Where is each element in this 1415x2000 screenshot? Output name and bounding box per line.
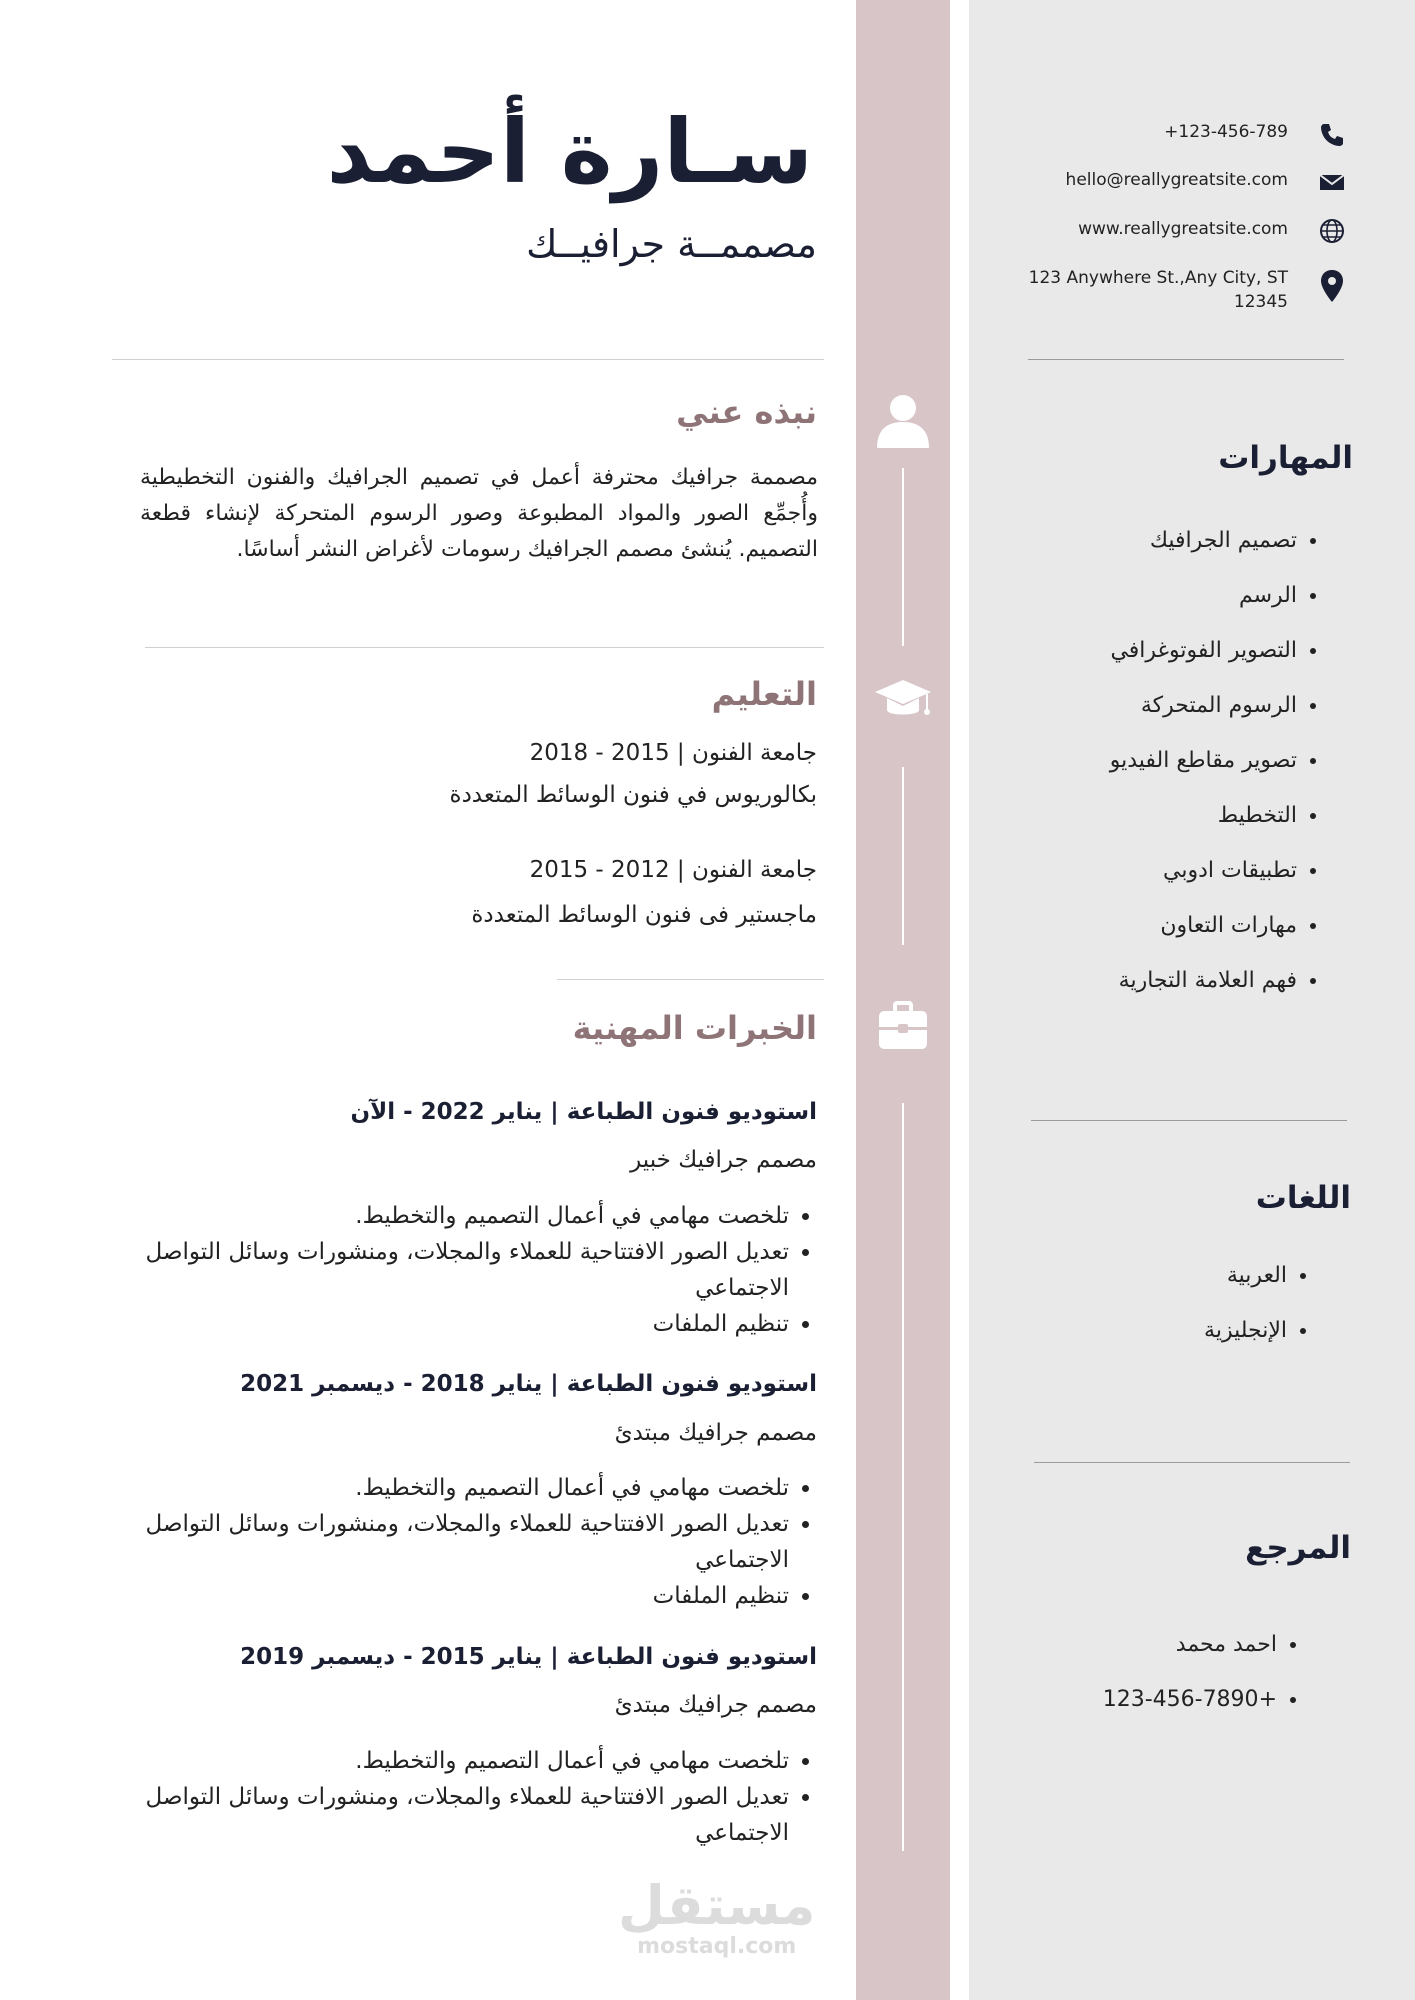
divider [1031, 1120, 1347, 1121]
list-item: • تصوير مقاطع الفيديو [1110, 733, 1297, 788]
about-title: نبذه عني [676, 393, 817, 431]
list-item: • تنظيم الملفات [139, 1578, 789, 1614]
contact-email: hello@reallygreatsite.com [1065, 170, 1288, 190]
skills-title: المهارات [1218, 440, 1353, 476]
list-item: • تعديل الصور الافتتاحية للعملاء والمجلات، ومنشورات وسائل التواصل الاجتماعي [139, 1506, 789, 1578]
list-item: • التصوير الفوتوغرافي [1110, 623, 1297, 678]
contact-phone: +123-456-789 [1164, 122, 1288, 142]
experience-role: مصمم جرافيك مبتدئ [614, 1692, 817, 1718]
divider [557, 979, 824, 980]
divider [1034, 1462, 1350, 1463]
languages-list [1204, 1248, 1317, 1358]
phone-icon [1318, 121, 1346, 149]
list-item: • الإنجليزية [1204, 1303, 1287, 1358]
education-school: جامعة الفنون | 2015 - 2018 [529, 740, 817, 766]
list-item: • تصميم الجرافيك [1110, 513, 1297, 568]
job-title: مصممــة جرافيــك [526, 222, 817, 266]
divider [112, 359, 824, 360]
timeline-line [902, 468, 904, 646]
contact-address [1029, 266, 1288, 314]
list-item: • احمد محمد [1103, 1617, 1277, 1672]
list-item: • تعديل الصور الافتتاحية للعملاء والمجلات، ومنشورات وسائل التواصل الاجتماعي [139, 1234, 789, 1306]
experience-title: الخبرات المهنية [572, 1009, 817, 1047]
about-text: مصممة جرافيك محترفة أعمل في تصميم الجرافيك والفنون التخطيطية وأُجمِّع الصور والمواد المطبوعة وصور الرسوم المتحركة لإنشاء قطعة التصميم. يُنشئ مصمم الجرافيك رسومات لأغراض النشر أساسًا. [140, 465, 818, 562]
list-item: • الرسم [1110, 568, 1297, 623]
experience-bullets [139, 1198, 817, 1342]
divider [145, 647, 824, 648]
address-line: 123 Anywhere St.,Any City, ST [1028, 268, 1288, 288]
education-degree: ماجستير فى فنون الوسائط المتعددة [471, 902, 817, 928]
watermark [618, 1874, 816, 1959]
experience-bullets [139, 1743, 817, 1851]
list-item: • تلخصت مهامي في أعمال التصميم والتخطيط. [139, 1470, 789, 1506]
globe-icon [1318, 217, 1346, 245]
experience-heading: استوديو فنون الطباعة | يناير 2018 - ديسمبر 2021 [240, 1371, 817, 1397]
experience-heading: استوديو فنون الطباعة | يناير 2022 - الآن [350, 1099, 817, 1125]
education-degree: بكالوريوس في فنون الوسائط المتعددة [449, 782, 817, 808]
briefcase-icon [873, 995, 933, 1055]
contact-website: www.reallygreatsite.com [1078, 219, 1288, 239]
list-item: • الرسوم المتحركة [1110, 678, 1297, 733]
timeline-line [902, 1103, 904, 1851]
list-item: • تعديل الصور الافتتاحية للعملاء والمجلات، ومنشورات وسائل التواصل الاجتماعي [139, 1779, 789, 1851]
address-line: 12345 [1233, 292, 1288, 312]
person-name: سـارة أحمد [326, 100, 813, 203]
reference-title: المرجع [1245, 1530, 1351, 1566]
timeline-line [902, 767, 904, 945]
list-item: • العربية [1204, 1248, 1287, 1303]
languages-title: اللغات [1255, 1180, 1351, 1216]
list-item: • +123-456-7890 [1103, 1672, 1277, 1727]
reference-list [1103, 1617, 1307, 1727]
list-item: • تلخصت مهامي في أعمال التصميم والتخطيط. [139, 1743, 789, 1779]
skills-list [1110, 513, 1327, 1008]
location-icon [1318, 268, 1346, 304]
list-item: • تنظيم الملفات [139, 1306, 789, 1342]
experience-role: مصمم جرافيك مبتدئ [614, 1420, 817, 1446]
list-item: • تلخصت مهامي في أعمال التصميم والتخطيط. [139, 1198, 789, 1234]
experience-heading: استوديو فنون الطباعة | يناير 2015 - ديسمبر 2019 [240, 1644, 817, 1670]
list-item: • فهم العلامة التجارية [1110, 953, 1297, 1008]
education-title: التعليم [711, 675, 817, 713]
watermark-url: mostaql.com [637, 1934, 797, 1959]
divider [1028, 359, 1344, 360]
list-item: • التخطيط [1110, 788, 1297, 843]
list-item: • مهارات التعاون [1110, 898, 1297, 953]
experience-bullets [139, 1470, 817, 1614]
watermark-logo: مستقل [618, 1874, 816, 1937]
education-school: جامعة الفنون | 2012 - 2015 [529, 857, 817, 883]
graduation-cap-icon [873, 670, 933, 730]
user-icon [873, 390, 933, 450]
list-item: • تطبيقات ادوبي [1110, 843, 1297, 898]
experience-role: مصمم جرافيك خبير [630, 1147, 817, 1173]
email-icon [1318, 168, 1346, 196]
